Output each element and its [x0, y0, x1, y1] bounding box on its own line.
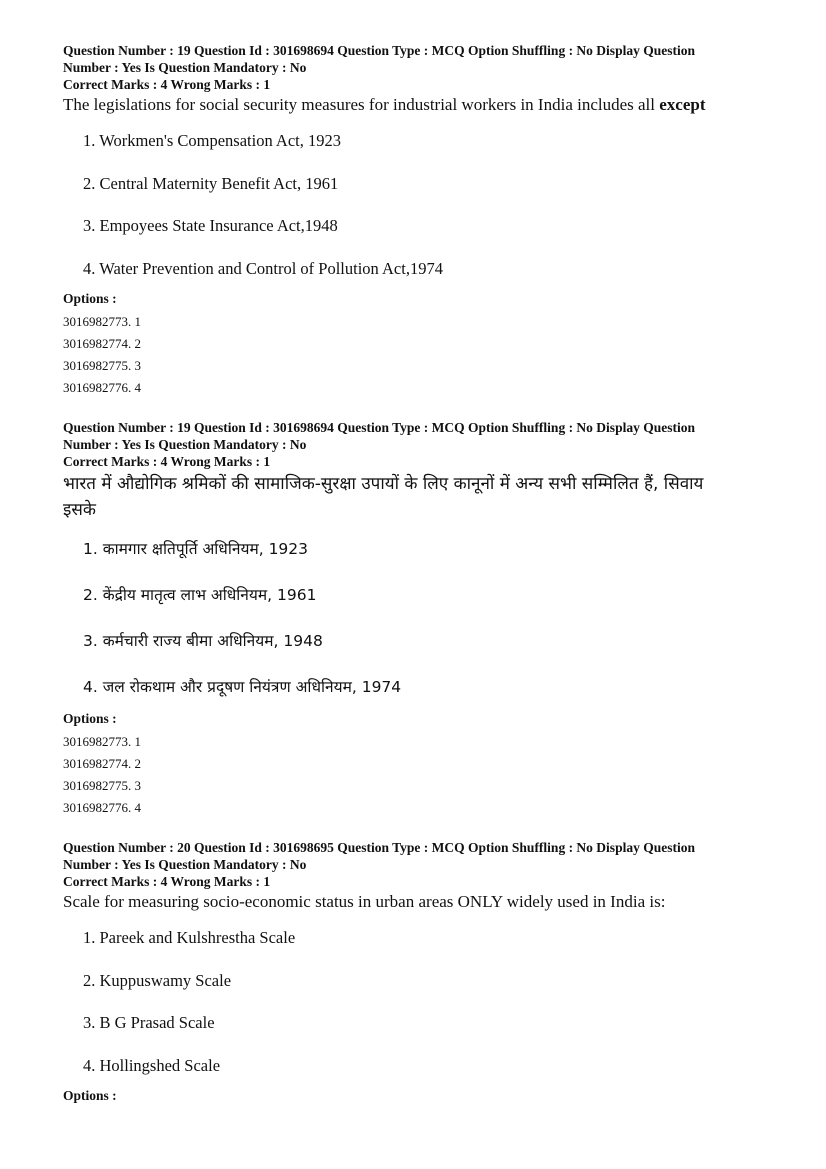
question-meta-line-1: Question Number : 19 Question Id : 301698694 Question Type : MCQ Option Shuffling : No Display Question — [63, 420, 695, 435]
option-item: 3. कर्मचारी राज्य बीमा अधिनियम, 1948 — [83, 632, 323, 650]
option-list — [83, 120, 783, 290]
option-item: 4. Water Prevention and Control of Pollution Act,1974 — [83, 258, 443, 278]
option-item: 2. Central Maternity Benefit Act, 1961 — [83, 173, 339, 193]
question-marks: Correct Marks : 4 Wrong Marks : 1 — [63, 77, 271, 92]
option-list — [83, 526, 783, 710]
option-item: 2. Kuppuswamy Scale — [83, 970, 232, 990]
option-code-list — [63, 311, 783, 399]
option-item: 2. केंद्रीय मातृत्व लाभ अधिनियम, 1961 — [83, 586, 317, 604]
question-marks: Correct Marks : 4 Wrong Marks : 1 — [63, 874, 271, 889]
option-code: 3016982776. 4 — [63, 800, 141, 815]
question-meta-line-1: Question Number : 19 Question Id : 301698694 Question Type : MCQ Option Shuffling : No Display Question — [63, 43, 695, 58]
option-item: 1. Workmen's Compensation Act, 1923 — [83, 131, 341, 150]
options-label: Options : — [63, 1088, 117, 1103]
option-code: 3016982775. 3 — [63, 778, 141, 793]
option-code-list — [63, 731, 783, 819]
option-code: 3016982773. 1 — [63, 734, 141, 749]
question-19-hindi — [63, 419, 783, 819]
question-paper-page — [63, 42, 783, 1124]
question-20-english — [63, 839, 783, 1104]
option-code: 3016982773. 1 — [63, 314, 141, 329]
option-item: 3. B G Prasad Scale — [83, 1013, 215, 1032]
question-text-emphasis: except — [659, 95, 706, 114]
option-item: 1. कामगार क्षतिपूर्ति अधिनियम, 1923 — [83, 540, 309, 558]
option-code: 3016982774. 2 — [63, 336, 141, 351]
question-text: Scale for measuring socio-economic status in urban areas ONLY widely used in India is: — [63, 892, 666, 911]
option-code: 3016982774. 2 — [63, 756, 141, 771]
question-text-main: The legislations for social security measures for industrial workers in India includes all — [63, 95, 656, 114]
option-code: 3016982775. 3 — [63, 358, 141, 373]
option-item: 4. जल रोकथाम और प्रदूषण नियंत्रण अधिनियम, 1974 — [83, 678, 402, 696]
options-label: Options : — [63, 711, 117, 726]
question-marks: Correct Marks : 4 Wrong Marks : 1 — [63, 454, 271, 469]
options-label: Options : — [63, 291, 117, 306]
question-meta-line-2: Number : Yes Is Question Mandatory : No — [63, 60, 307, 75]
option-item: 4. Hollingshed Scale — [83, 1055, 221, 1075]
option-item: 1. Pareek and Kulshrestha Scale — [83, 928, 296, 947]
option-code: 3016982776. 4 — [63, 380, 141, 395]
question-meta-line-2: Number : Yes Is Question Mandatory : No — [63, 857, 307, 872]
question-text — [63, 94, 783, 116]
question-text-line-1: भारत में औद्योगिक श्रमिकों की सामाजिक-सुरक्षा उपायों के लिए कानूनों में अन्य सभी सम्मिलित हैं, सिवाय — [63, 474, 704, 494]
option-item: 3. Empoyees State Insurance Act,1948 — [83, 216, 338, 235]
question-text-line-2: इसके — [63, 500, 96, 520]
question-19-english — [63, 42, 783, 399]
option-list — [83, 917, 783, 1087]
question-meta-line-2: Number : Yes Is Question Mandatory : No — [63, 437, 307, 452]
question-meta-line-1: Question Number : 20 Question Id : 301698695 Question Type : MCQ Option Shuffling : No Display Question — [63, 840, 695, 855]
